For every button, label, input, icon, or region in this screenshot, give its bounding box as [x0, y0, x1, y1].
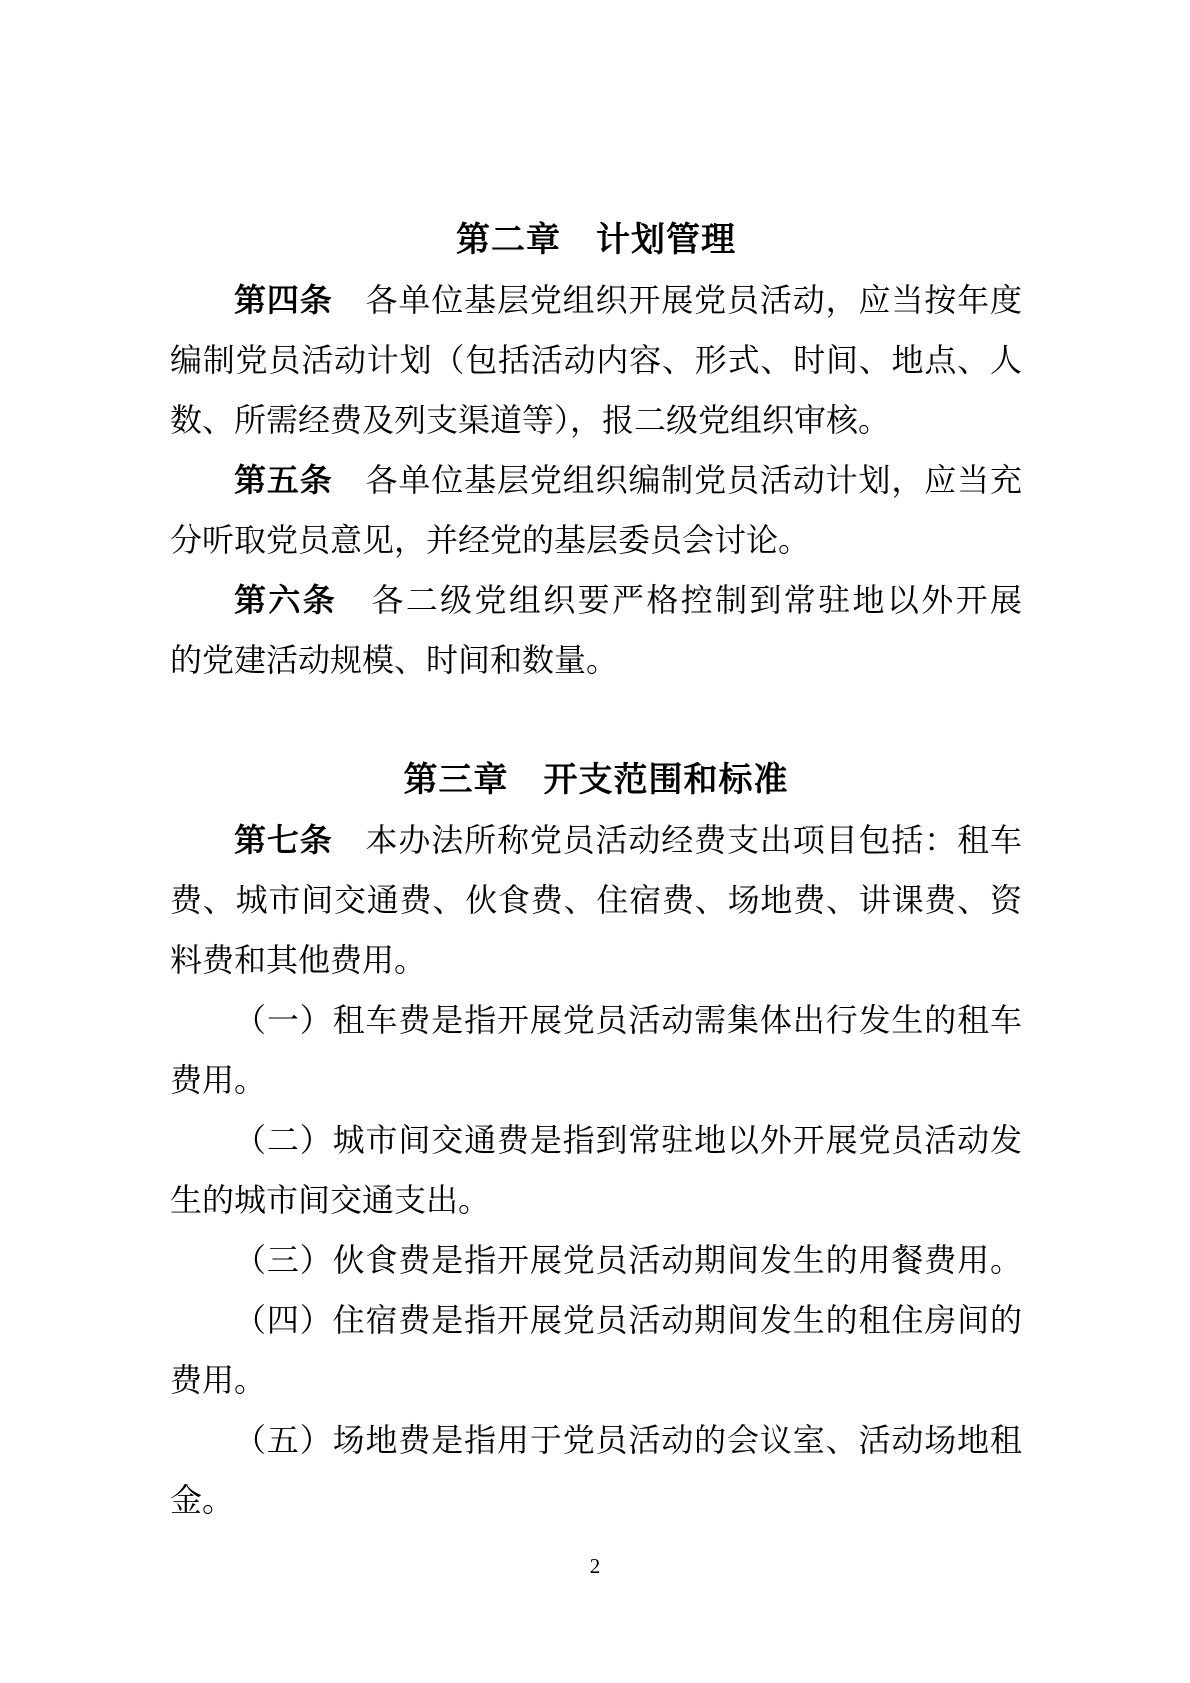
- item-2-line-1: [170, 1110, 1022, 1170]
- article-7-number-label: 第七条: [234, 822, 333, 858]
- article-7-line-3-text: 料费和其他费用。: [170, 942, 427, 978]
- item-5-line-1-text: （五）场地费是指用于党员活动的会议室、活动场地租: [234, 1422, 1022, 1458]
- item-4-line-1: [170, 1290, 1022, 1350]
- item-4-line-2-text: 费用。: [170, 1362, 267, 1398]
- page-number: 2: [589, 1554, 601, 1578]
- article-6-number-label: 第六条: [234, 582, 338, 618]
- article-4-number-label: 第四条: [234, 282, 333, 318]
- document-content: [170, 210, 1022, 1530]
- article-5-line-1-text: 各单位基层党组织编制党员活动计划，应当充: [332, 462, 1022, 498]
- article-5-line-2: [170, 510, 1022, 570]
- chapter-gap: [170, 690, 1022, 750]
- article-7-line-3: [170, 930, 1022, 990]
- article-5-number-label: 第五条: [234, 462, 333, 498]
- article-4-line-1-text: 各单位基层党组织开展党员活动，应当按年度: [332, 282, 1022, 318]
- item-1-line-1: [170, 990, 1022, 1050]
- article-7-line-2-text: 费、城市间交通费、伙食费、住宿费、场地费、讲课费、资: [170, 882, 1022, 918]
- article-7-line-2: [170, 870, 1022, 930]
- item-2-line-2: [170, 1170, 1022, 1230]
- article-5-line-2-text: 分听取党员意见，并经党的基层委员会讨论。: [170, 522, 811, 558]
- article-6-line-2-text: 的党建活动规模、时间和数量。: [170, 642, 619, 678]
- article-4-line-2: [170, 330, 1022, 390]
- item-5-line-2: [170, 1470, 1022, 1530]
- article-4-line-3-text: 数、所需经费及列支渠道等），报二级党组织审核。: [170, 402, 891, 438]
- item-3-line-1-text: （三）伙食费是指开展党员活动期间发生的用餐费用。: [234, 1242, 1022, 1278]
- article-7-line-1-text: 本办法所称党员活动经费支出项目包括：租车: [332, 822, 1022, 858]
- item-4-line-1-text: （四）住宿费是指开展党员活动期间发生的租住房间的: [234, 1302, 1022, 1338]
- article-4-line-3: [170, 390, 1022, 450]
- article-4-line-2-text: 编制党员活动计划（包括活动内容、形式、时间、地点、人: [170, 342, 1022, 378]
- item-3-line-1: [170, 1230, 1022, 1290]
- article-6-line-1-text: 各二级党组织要严格控制到常驻地以外开展: [337, 582, 1022, 618]
- article-4-line-1: [170, 270, 1022, 330]
- chapter-2-heading: 第二章 计划管理: [456, 221, 736, 259]
- item-4-line-2: [170, 1350, 1022, 1410]
- item-1-line-2: [170, 1050, 1022, 1110]
- item-1-line-1-text: （一）租车费是指开展党员活动需集体出行发生的租车: [234, 1002, 1022, 1038]
- article-6-line-1: [170, 570, 1022, 630]
- chapter-3-heading: 第三章 开支范围和标准: [403, 761, 789, 799]
- item-2-line-2-text: 生的城市间交通支出。: [170, 1182, 491, 1218]
- item-5-line-2-text: 金。: [170, 1482, 235, 1518]
- article-7-line-1: [170, 810, 1022, 870]
- item-1-line-2-text: 费用。: [170, 1062, 267, 1098]
- item-5-line-1: [170, 1410, 1022, 1470]
- article-5-line-1: [170, 450, 1022, 510]
- article-6-line-2: [170, 630, 1022, 690]
- item-2-line-1-text: （二）城市间交通费是指到常驻地以外开展党员活动发: [234, 1122, 1022, 1158]
